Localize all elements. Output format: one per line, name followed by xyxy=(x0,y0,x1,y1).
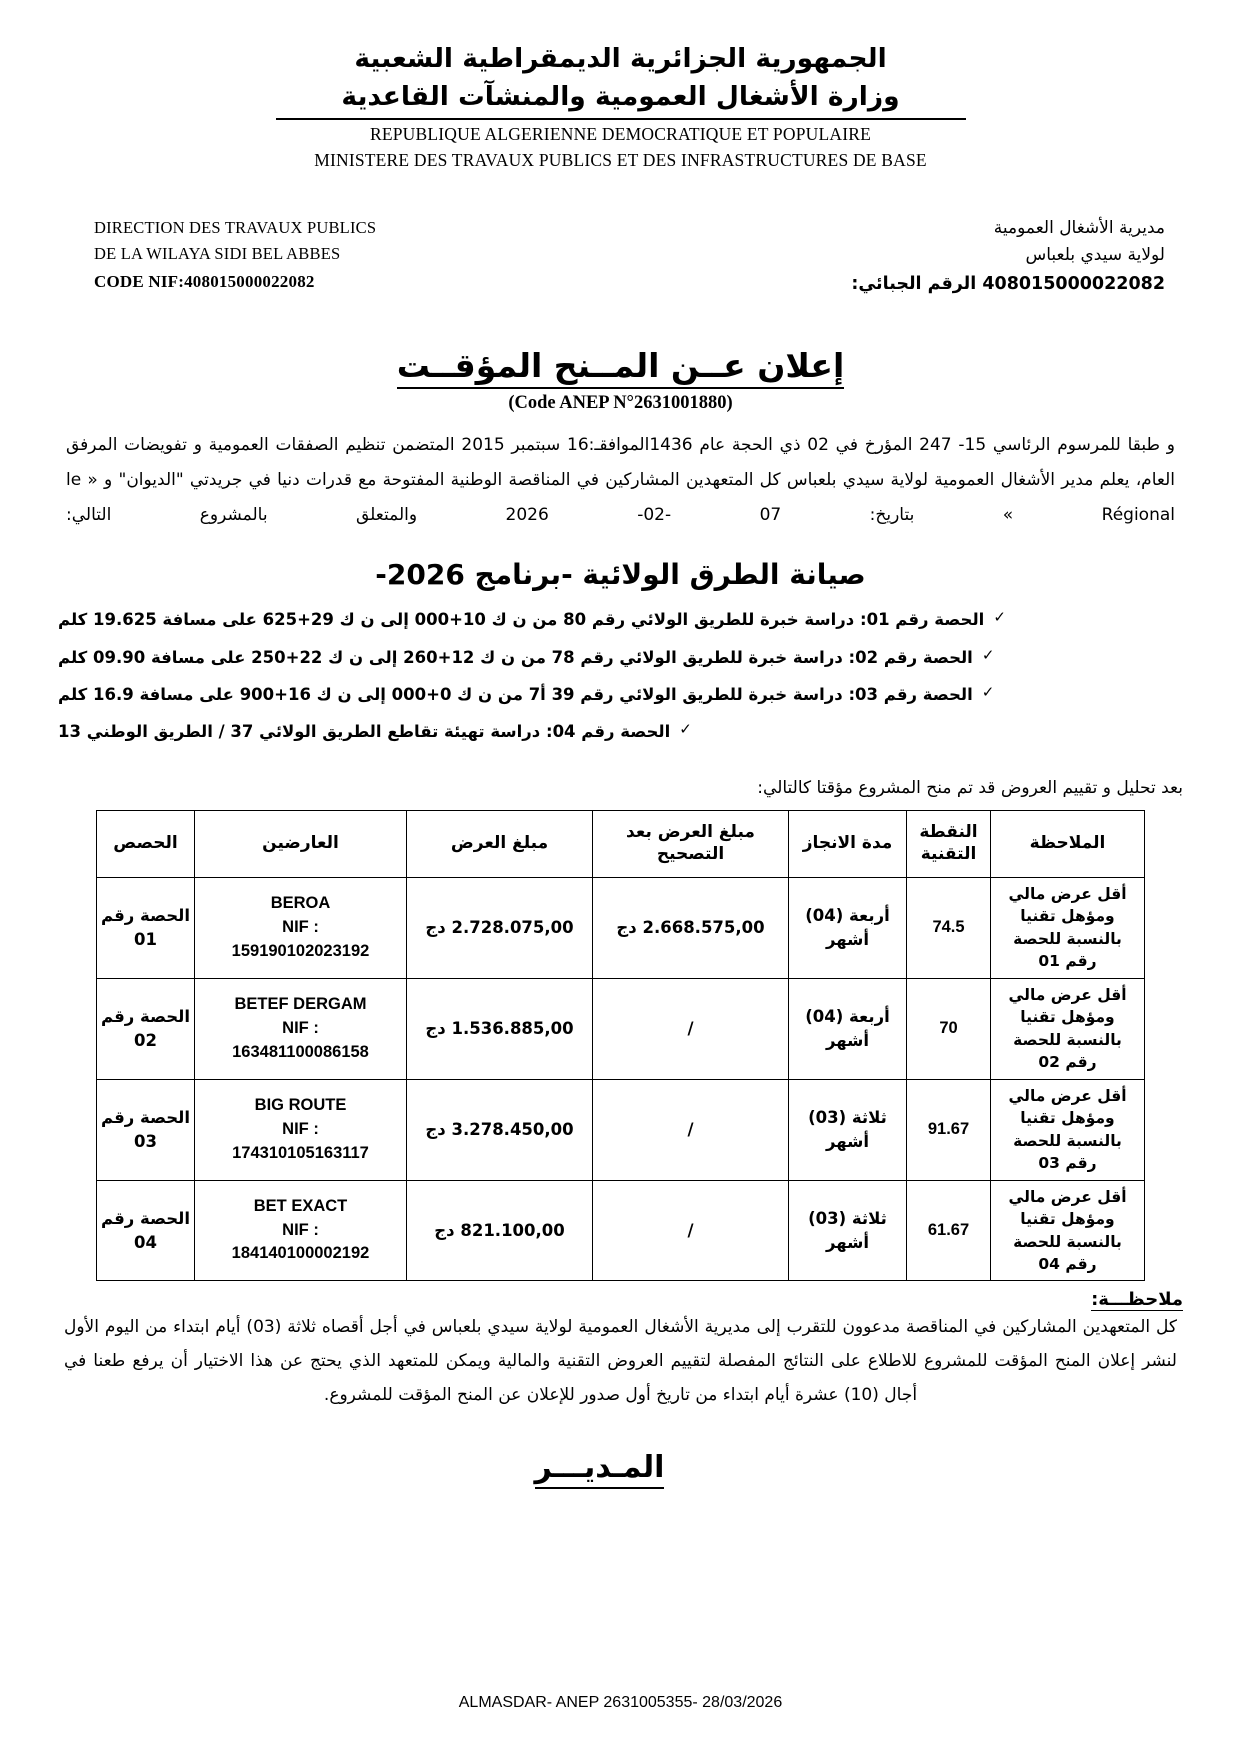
cell-lot: الحصة رقم 03 xyxy=(97,1079,195,1180)
bidder-name: BET EXACT xyxy=(253,1196,348,1215)
cell-observation: أقل عرض مالي ومؤهل تقنيا بالنسبة للحصة رقم 03 xyxy=(991,1079,1145,1180)
cell-offer-amount: 3.278.450,00 دج xyxy=(407,1079,593,1180)
cell-bidder xyxy=(195,1180,407,1281)
cell-offer-amount: 821.100,00 دج xyxy=(407,1180,593,1281)
lot-text: الحصة رقم 03: دراسة خبرة للطريق الولائي رقم 39 أ7 من ن ك 0+000 إلى ن ك 16+900 على مسافة 16.9 كلم xyxy=(58,684,973,704)
cell-corrected-amount: / xyxy=(593,978,789,1079)
table-body xyxy=(97,877,1145,1281)
bidder-nif-value: 163481100086158 xyxy=(232,1042,369,1061)
header-french-line-1: REPUBLIQUE ALGERIENNE DEMOCRATIQUE ET POPULAIRE xyxy=(369,124,871,145)
list-item xyxy=(58,639,1149,676)
cell-lot: الحصة رقم 04 xyxy=(97,1180,195,1281)
bidder-nif-label: NIF : xyxy=(282,1220,319,1239)
direction-line-1: DIRECTION DES TRAVAUX PUBLICS xyxy=(94,217,377,237)
address-right-arabic xyxy=(851,215,1183,298)
header-french-line-2: MINISTERE DES TRAVAUX PUBLICS ET DES INFRASTRUCTURES DE BASE xyxy=(314,150,927,171)
results-table xyxy=(96,810,1145,1282)
th-lots: الحصص xyxy=(97,810,195,877)
list-item xyxy=(58,601,1149,638)
table-row xyxy=(97,978,1145,1079)
table-intro: بعد تحليل و تقييم العروض قد تم منح المشروع مؤقتا كالتالي: xyxy=(757,777,1183,798)
cell-duration: ثلاثة (03) أشهر xyxy=(789,1180,907,1281)
document-header xyxy=(58,40,1183,173)
remark-label xyxy=(58,1289,1183,1310)
bidder-nif-value: 184140100002192 xyxy=(231,1244,370,1263)
cell-lot: الحصة رقم 01 xyxy=(97,877,195,978)
header-divider xyxy=(276,118,966,120)
check-icon: ✓ xyxy=(679,719,692,738)
cell-technical-note: 70 xyxy=(907,978,991,1079)
header-arabic-line-2: وزارة الأشغال العمومية والمنشآت القاعدية xyxy=(341,80,900,112)
address-block xyxy=(58,215,1183,298)
th-duration: مدة الانجاز xyxy=(789,810,907,877)
cell-bidder xyxy=(195,978,407,1079)
th-technical-note: النقطة التقنية xyxy=(907,810,991,877)
bidder-nif-label: NIF : xyxy=(282,1018,319,1037)
list-item xyxy=(58,676,1149,713)
address-left-french xyxy=(58,215,376,296)
bidder-name: BEROA xyxy=(270,894,331,913)
table-row xyxy=(97,1079,1145,1180)
code-nif-left: CODE NIF:408015000022082 xyxy=(94,271,315,291)
intro-paragraph: و طبقا للمرسوم الرئاسي 15- 247 المؤرخ في 02 ذي الحجة عام 1436الموافقـ:16 سبتمبر 2015 المتضمن تنظيم الصفقات العمومية و تفويضات المرفق العام، يعلم مدير الأشغال العمومية لولاية سيدي بلعباس كل المتعهدين المشاركين في المناقصة الوطنية المفتوحة مع قدرات دنيا في جريدتي "الديوان" و « le Régional » بتاريخ: 07 -02- 2026 والمتعلق بالمشروع التالي: xyxy=(66,434,1175,525)
bidder-name: BETEF DERGAM xyxy=(234,994,367,1013)
list-item xyxy=(58,713,1149,750)
cell-technical-note: 74.5 xyxy=(907,877,991,978)
page-title-text: إعلان عــن المــنح المؤقــت xyxy=(397,346,845,389)
check-icon: ✓ xyxy=(981,645,995,664)
cell-duration: ثلاثة (03) أشهر xyxy=(789,1079,907,1180)
cell-duration: أربعة (04) أشهر xyxy=(789,978,907,1079)
code-nif-right xyxy=(851,270,1165,298)
lots-list xyxy=(58,601,1183,750)
th-bidders: العارضين xyxy=(195,810,407,877)
cell-bidder xyxy=(195,1079,407,1180)
cell-duration: أربعة (04) أشهر xyxy=(789,877,907,978)
direction-line-2: DE LA WILAYA SIDI BEL ABBES xyxy=(94,244,341,264)
check-icon: ✓ xyxy=(981,682,995,701)
bidder-nif-value: 159190102023192 xyxy=(231,941,370,960)
cell-offer-amount: 1.536.885,00 دج xyxy=(407,978,593,1079)
cell-lot: الحصة رقم 02 xyxy=(97,978,195,1079)
cell-bidder xyxy=(195,877,407,978)
lot-text: الحصة رقم 01: دراسة خبرة للطريق الولائي رقم 80 من ن ك 10+000 إلى ن ك 29+625 على مسافة 19.625 كلم xyxy=(58,610,985,630)
header-arabic-line-1: الجمهورية الجزائرية الديمقراطية الشعبية xyxy=(354,43,887,74)
th-offer-amount: مبلغ العرض xyxy=(407,810,593,877)
cell-corrected-amount: / xyxy=(593,1180,789,1281)
signature-title xyxy=(58,1450,1183,1485)
check-icon: ✓ xyxy=(993,608,1006,627)
direction-line-2-ar: لولاية سيدي بلعباس xyxy=(1025,245,1165,266)
cell-offer-amount: 2.728.075,00 دج xyxy=(407,877,593,978)
remark-body: كل المتعهدين المشاركين في المناقصة مدعوون للتقرب إلى مديرية الأشغال العمومية لولاية سيدي بلعباس في أجل أقصاه ثلاثة (03) أيام ابتداء من اليوم الأول لنشر إعلان المنح المؤقت للمشروع للاطلاع على النتائج المفصلة لتقييم العروض التقنية والمالية ويمكن للمتعهد الذي يحتج عن هذا الاختيار أن يرفع طعنا في أجال (10) عشرة أيام ابتداء من تاريخ أول صدور للإعلان عن المنح المؤقت للمشروع. xyxy=(64,1317,1178,1406)
cell-corrected-amount: / xyxy=(593,1079,789,1180)
nif-value-ar: 408015000022082 xyxy=(982,273,1165,294)
th-observation: الملاحظة xyxy=(991,810,1145,877)
anep-code: (Code ANEP N°2631001880) xyxy=(508,392,733,413)
cell-technical-note: 61.67 xyxy=(907,1180,991,1281)
signature-text: المـديـــر xyxy=(535,1450,665,1489)
remark-label-text: ملاحظـــة: xyxy=(1091,1289,1183,1311)
cell-observation: أقل عرض مالي ومؤهل تقنيا بالنسبة للحصة رقم 02 xyxy=(991,978,1145,1079)
table-row xyxy=(97,877,1145,978)
project-title: صيانة الطرق الولائية -برنامج 2026- xyxy=(375,558,866,592)
bidder-nif-label: NIF : xyxy=(282,917,319,936)
cell-observation: أقل عرض مالي ومؤهل تقنيا بالنسبة للحصة رقم 01 xyxy=(991,877,1145,978)
lot-text: الحصة رقم 04: دراسة تهيئة تقاطع الطريق الولائي 37 / الطريق الوطني 13 xyxy=(58,721,671,741)
bidder-nif-value: 174310105163117 xyxy=(232,1143,369,1162)
cell-technical-note: 91.67 xyxy=(907,1079,991,1180)
table-row xyxy=(97,1180,1145,1281)
bidder-nif-label: NIF : xyxy=(282,1119,319,1138)
direction-line-1-ar: مديرية الأشغال العمومية xyxy=(993,217,1165,238)
cell-observation: أقل عرض مالي ومؤهل تقنيا بالنسبة للحصة رقم 04 xyxy=(991,1180,1145,1281)
page-title xyxy=(58,346,1183,385)
cell-corrected-amount: 2.668.575,00 دج xyxy=(593,877,789,978)
nif-label-ar: الرقم الجبائي: xyxy=(851,273,977,294)
page-footer: ALMASDAR- ANEP 2631005355- 28/03/2026 xyxy=(458,1694,783,1711)
table-header-row xyxy=(97,810,1145,877)
th-corrected-amount: مبلغ العرض بعد التصحيح xyxy=(593,810,789,877)
lot-text: الحصة رقم 02: دراسة خبرة للطريق الولائي رقم 78 من ن ك 12+260 إلى ن ك 22+250 على مسافة 09.90 كلم xyxy=(58,647,973,667)
bidder-name: BIG ROUTE xyxy=(254,1095,347,1114)
